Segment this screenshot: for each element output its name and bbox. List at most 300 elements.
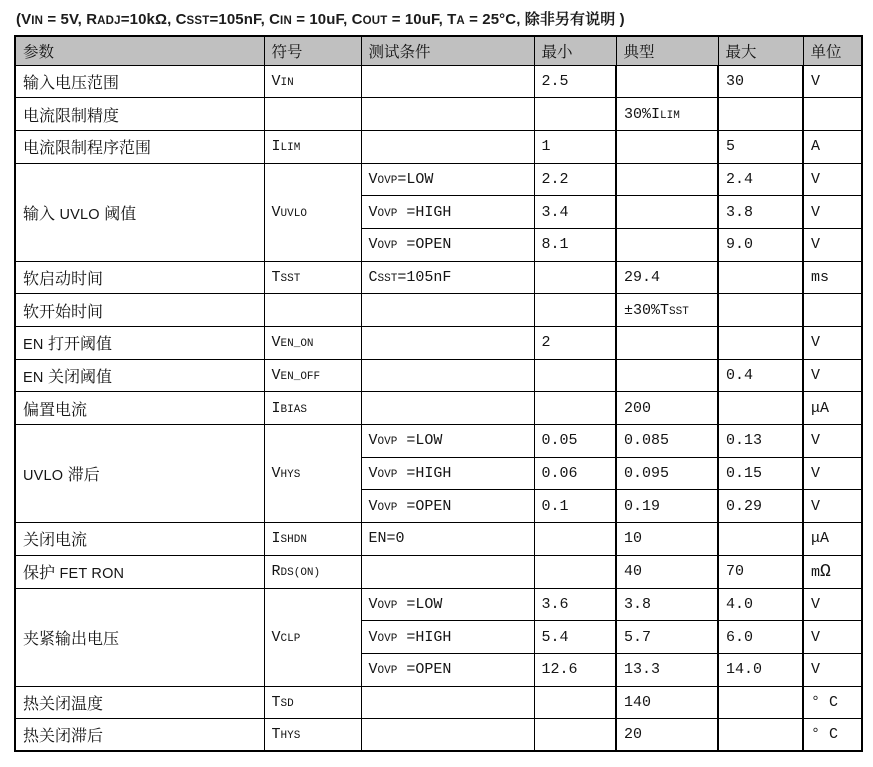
cell-test-conditions [361, 65, 534, 98]
text-segment: OVP [377, 469, 398, 482]
cell-typical [616, 523, 718, 556]
text-segment: 打开阈值 [43, 336, 112, 354]
cell-symbol [264, 130, 361, 163]
text-segment: 0.4 [726, 367, 754, 385]
table-row [15, 555, 862, 588]
text-segment: 热关闭温度 [23, 695, 104, 713]
cell-parameter [15, 327, 264, 360]
table-row [15, 98, 862, 131]
text-segment: BIAS [280, 403, 307, 416]
text-segment: R [271, 563, 281, 581]
cell-min [534, 261, 616, 294]
text-segment: 5.4 [541, 628, 569, 646]
text-segment: V [811, 465, 821, 483]
table-row [15, 327, 862, 360]
table-row [15, 294, 862, 327]
cell-min [534, 196, 616, 229]
text-segment: =OPEN [397, 661, 452, 679]
text-segment: V [368, 595, 378, 613]
cell-parameter [15, 261, 264, 294]
cell-unit [803, 294, 862, 327]
cell-test-conditions [361, 621, 534, 654]
cell-max [718, 65, 803, 98]
cell-test-conditions [361, 425, 534, 458]
cell-parameter [15, 719, 264, 752]
text-segment: V [368, 465, 378, 483]
cell-unit [803, 392, 862, 425]
text-segment: 滞后 [63, 467, 100, 485]
text-segment: EN_ON [280, 338, 314, 351]
text-segment: μA [811, 530, 830, 548]
text-segment: 夹紧输出电压 [23, 630, 120, 648]
cell-typical [616, 196, 718, 229]
cell-test-conditions [361, 523, 534, 556]
text-segment: IN [280, 76, 294, 89]
text-segment: =HIGH [397, 465, 452, 483]
cell-typical [616, 686, 718, 719]
text-segment: 200 [624, 399, 652, 417]
text-segment: 3.4 [541, 203, 569, 221]
text-segment: =OPEN [397, 497, 452, 515]
cell-unit [803, 686, 862, 719]
cell-typical [616, 163, 718, 196]
cell-min [534, 523, 616, 556]
cell-min [534, 294, 616, 327]
cell-typical [616, 588, 718, 621]
text-segment: 0.29 [726, 497, 763, 515]
table-row [15, 359, 862, 392]
cell-unit [803, 588, 862, 621]
text-segment: 3.8 [726, 203, 754, 221]
cell-symbol [264, 261, 361, 294]
text-segment: SST [280, 272, 301, 285]
cell-unit [803, 425, 862, 458]
cell-symbol [264, 65, 361, 98]
cell-max [718, 555, 803, 588]
text-segment: I [271, 138, 281, 156]
cell-typical [616, 555, 718, 588]
text-segment: 4.0 [726, 595, 754, 613]
cell-max [718, 490, 803, 523]
text-segment: CLP [280, 632, 301, 645]
cell-test-conditions [361, 457, 534, 490]
cell-unit [803, 327, 862, 360]
text-segment: =HIGH [397, 203, 452, 221]
cell-parameter [15, 294, 264, 327]
cell-max [718, 130, 803, 163]
cell-unit [803, 98, 862, 131]
text-segment: V [368, 628, 378, 646]
text-segment: I [271, 399, 281, 417]
cell-max [718, 163, 803, 196]
text-segment: T [271, 268, 281, 286]
cell-typical [616, 457, 718, 490]
electrical-characteristics-table [14, 35, 863, 752]
cell-max [718, 196, 803, 229]
cell-symbol [264, 523, 361, 556]
cell-max [718, 523, 803, 556]
text-segment: 14.0 [726, 661, 763, 679]
text-segment: EN [23, 370, 44, 387]
text-segment: 0.19 [624, 497, 661, 515]
cell-test-conditions [361, 98, 534, 131]
text-segment: V [271, 72, 281, 90]
cell-min [534, 621, 616, 654]
cell-test-conditions [361, 653, 534, 686]
text-segment: 输入 [23, 205, 60, 223]
text-segment: 0.06 [541, 465, 578, 483]
text-segment: I [271, 530, 281, 548]
cell-symbol [264, 425, 361, 523]
text-segment: V [811, 203, 821, 221]
cell-typical [616, 490, 718, 523]
text-segment: V [811, 334, 821, 352]
cell-min [534, 555, 616, 588]
table-row [15, 588, 862, 621]
text-segment: OVP [377, 632, 398, 645]
text-segment: 30%I [624, 105, 661, 123]
text-segment: IN [31, 15, 44, 27]
text-segment: V [271, 203, 281, 221]
text-segment: V [271, 628, 281, 646]
cell-parameter [15, 523, 264, 556]
text-segment: V [271, 465, 281, 483]
cell-unit [803, 653, 862, 686]
cell-parameter [15, 163, 264, 261]
cell-unit [803, 490, 862, 523]
cell-parameter [15, 359, 264, 392]
text-segment: V [811, 432, 821, 450]
text-segment: V [368, 497, 378, 515]
text-segment: 2.4 [726, 170, 754, 188]
text-segment: =LOW [397, 595, 443, 613]
cell-test-conditions [361, 261, 534, 294]
text-segment: UVLO [59, 206, 100, 223]
cell-typical [616, 653, 718, 686]
cell-typical [616, 294, 718, 327]
text-segment: 0.05 [541, 432, 578, 450]
cell-test-conditions [361, 392, 534, 425]
cell-test-conditions [361, 588, 534, 621]
cell-symbol [264, 555, 361, 588]
cell-min [534, 425, 616, 458]
table-header-row [15, 36, 862, 65]
text-segment: 20 [624, 726, 643, 744]
text-segment: μA [811, 399, 830, 417]
cell-min [534, 653, 616, 686]
cell-parameter [15, 588, 264, 686]
cell-parameter [15, 98, 264, 131]
text-segment: OVP [377, 240, 398, 253]
cell-min [534, 457, 616, 490]
column-header-min: 最小 [534, 36, 616, 65]
cell-typical [616, 392, 718, 425]
text-segment: SST [186, 15, 210, 27]
cell-symbol [264, 359, 361, 392]
cell-min [534, 359, 616, 392]
cell-max [718, 719, 803, 752]
column-header-parameter: 参数 [15, 36, 264, 65]
text-segment: = 25°C, 除非另有说明 ) [464, 11, 625, 28]
text-segment: 电流限制程序范围 [23, 140, 152, 158]
cell-min [534, 98, 616, 131]
cell-test-conditions [361, 130, 534, 163]
text-segment: =OPEN [397, 236, 452, 254]
cell-min [534, 228, 616, 261]
cell-unit [803, 359, 862, 392]
cell-typical [616, 98, 718, 131]
column-header-unit: 单位 [803, 36, 862, 65]
cell-unit [803, 130, 862, 163]
cell-min [534, 130, 616, 163]
cell-unit [803, 457, 862, 490]
cell-min [534, 163, 616, 196]
text-segment: V [368, 661, 378, 679]
cell-max [718, 98, 803, 131]
cell-symbol [264, 719, 361, 752]
text-segment: 9.0 [726, 236, 754, 254]
table-row [15, 523, 862, 556]
column-header-max: 最大 [718, 36, 803, 65]
text-segment: T [271, 726, 281, 744]
cell-parameter [15, 686, 264, 719]
text-segment: 29.4 [624, 268, 661, 286]
text-segment: ° C [811, 693, 839, 711]
cell-max [718, 686, 803, 719]
cell-test-conditions [361, 359, 534, 392]
cell-unit [803, 163, 862, 196]
text-segment: HYS [280, 730, 301, 743]
text-segment: 13.3 [624, 661, 661, 679]
text-segment: 8.1 [541, 236, 569, 254]
cell-typical [616, 65, 718, 98]
text-segment: 3.6 [541, 595, 569, 613]
text-segment: SHDN [280, 534, 307, 547]
text-segment: (V [16, 11, 32, 28]
cell-test-conditions [361, 719, 534, 752]
text-segment: =HIGH [397, 628, 452, 646]
text-segment: 关闭电流 [23, 532, 88, 550]
text-segment: 电流限制精度 [23, 107, 120, 125]
cell-max [718, 392, 803, 425]
cell-test-conditions [361, 490, 534, 523]
text-segment: V [368, 236, 378, 254]
text-segment: OVP [377, 207, 398, 220]
text-segment: 1 [541, 138, 551, 156]
text-segment: C [368, 268, 378, 286]
text-segment: FET RON [59, 566, 125, 583]
text-segment: V [811, 661, 821, 679]
text-segment: UVLO [280, 207, 307, 220]
text-segment: OUT [362, 15, 388, 27]
cell-symbol [264, 327, 361, 360]
text-segment: OVP [377, 501, 398, 514]
cell-unit [803, 719, 862, 752]
table-row [15, 392, 862, 425]
text-segment: =105nF [397, 268, 452, 286]
text-segment: 10 [624, 530, 643, 548]
cell-symbol [264, 98, 361, 131]
text-segment: V [368, 203, 378, 221]
text-segment: 12.6 [541, 661, 578, 679]
cell-test-conditions [361, 555, 534, 588]
cell-typical [616, 327, 718, 360]
text-segment: V [811, 628, 821, 646]
text-segment: 0.1 [541, 497, 569, 515]
text-segment: HYS [280, 469, 301, 482]
cell-parameter [15, 425, 264, 523]
cell-max [718, 621, 803, 654]
text-segment: SST [377, 272, 398, 285]
text-segment: UVLO [23, 468, 64, 485]
table-row [15, 686, 862, 719]
text-segment: LIM [660, 109, 680, 122]
cell-unit [803, 261, 862, 294]
text-segment: ADJ [97, 15, 121, 27]
column-header-test-conditions: 测试条件 [361, 36, 534, 65]
table-row [15, 719, 862, 752]
cell-max [718, 228, 803, 261]
text-segment: 70 [726, 563, 745, 581]
cell-min [534, 327, 616, 360]
cell-max [718, 359, 803, 392]
text-segment: EN [23, 337, 44, 354]
text-segment: 保护 [23, 565, 60, 583]
cell-test-conditions [361, 196, 534, 229]
text-segment: 关闭阈值 [43, 369, 112, 387]
cell-unit [803, 65, 862, 98]
text-segment: V [368, 432, 378, 450]
table-row [15, 130, 862, 163]
text-segment: OVP [377, 436, 398, 449]
cell-typical [616, 228, 718, 261]
text-segment: OVP [377, 599, 398, 612]
cell-test-conditions [361, 294, 534, 327]
text-segment: 2.5 [541, 72, 569, 90]
text-segment: A [456, 15, 465, 27]
table-row [15, 163, 862, 196]
column-header-symbol: 符号 [264, 36, 361, 65]
cell-max [718, 425, 803, 458]
cell-typical [616, 621, 718, 654]
text-segment: 0.095 [624, 465, 670, 483]
text-segment: ms [811, 268, 830, 286]
cell-parameter [15, 392, 264, 425]
cell-min [534, 392, 616, 425]
text-segment: 5 [726, 138, 736, 156]
column-header-typical: 典型 [616, 36, 718, 65]
text-segment: 0.13 [726, 432, 763, 450]
text-segment: EN_OFF [280, 371, 321, 384]
text-segment: T [271, 693, 281, 711]
cell-test-conditions [361, 163, 534, 196]
text-segment: ±30%T [624, 301, 670, 319]
text-segment: EN=0 [368, 530, 405, 548]
text-segment: V [811, 595, 821, 613]
text-segment: 输入电压范围 [23, 74, 120, 92]
text-segment: =10kΩ, C [120, 11, 187, 28]
cell-typical [616, 719, 718, 752]
text-segment: 软启动时间 [23, 270, 104, 288]
text-segment: 热关闭滞后 [23, 728, 104, 746]
text-segment: 5.7 [624, 628, 652, 646]
cell-unit [803, 555, 862, 588]
cell-parameter [15, 555, 264, 588]
text-segment: V [271, 367, 281, 385]
text-segment: SST [669, 305, 689, 318]
cell-max [718, 294, 803, 327]
text-segment: =LOW [397, 170, 434, 188]
text-segment: ° C [811, 726, 839, 744]
text-segment: V [368, 170, 378, 188]
text-segment: 30 [726, 72, 745, 90]
cell-max [718, 588, 803, 621]
text-segment: A [811, 138, 821, 156]
cell-min [534, 490, 616, 523]
text-segment: DS(ON) [280, 567, 321, 580]
cell-symbol [264, 588, 361, 686]
cell-max [718, 327, 803, 360]
text-segment: IN [280, 15, 292, 27]
text-segment: V [811, 236, 821, 254]
text-segment: 0.085 [624, 432, 670, 450]
cell-symbol [264, 294, 361, 327]
text-segment: V [271, 334, 281, 352]
text-segment: 140 [624, 693, 652, 711]
text-segment: 2.2 [541, 170, 569, 188]
cell-max [718, 653, 803, 686]
text-segment: 6.0 [726, 628, 754, 646]
table-row [15, 65, 862, 98]
text-segment: 阈值 [99, 205, 137, 223]
table-row [15, 261, 862, 294]
text-segment: 40 [624, 563, 643, 581]
cell-test-conditions [361, 686, 534, 719]
cell-max [718, 457, 803, 490]
cell-symbol [264, 163, 361, 261]
cell-min [534, 588, 616, 621]
text-segment: 0.15 [726, 465, 763, 483]
text-segment: V [811, 170, 821, 188]
text-segment: 3.8 [624, 595, 652, 613]
text-segment: =105nF, C [209, 11, 281, 28]
text-segment: =LOW [397, 432, 443, 450]
cell-test-conditions [361, 327, 534, 360]
text-segment: = 5V, R [43, 11, 98, 28]
text-segment: 偏置电流 [23, 401, 88, 419]
cell-typical [616, 425, 718, 458]
cell-typical [616, 130, 718, 163]
cell-parameter [15, 65, 264, 98]
text-segment: LIM [280, 142, 301, 155]
text-segment: Ω [820, 561, 831, 582]
text-segment: V [811, 367, 821, 385]
text-segment: OVP [377, 174, 398, 187]
cell-unit [803, 196, 862, 229]
text-segment: SD [280, 697, 294, 710]
cell-typical [616, 261, 718, 294]
cell-unit [803, 621, 862, 654]
table-row [15, 425, 862, 458]
test-conditions-caption [16, 8, 873, 29]
text-segment: 软开始时间 [23, 303, 104, 321]
cell-max [718, 261, 803, 294]
cell-typical [616, 359, 718, 392]
cell-min [534, 65, 616, 98]
text-segment: V [811, 72, 821, 90]
text-segment: = 10uF, T [387, 11, 457, 28]
cell-symbol [264, 392, 361, 425]
